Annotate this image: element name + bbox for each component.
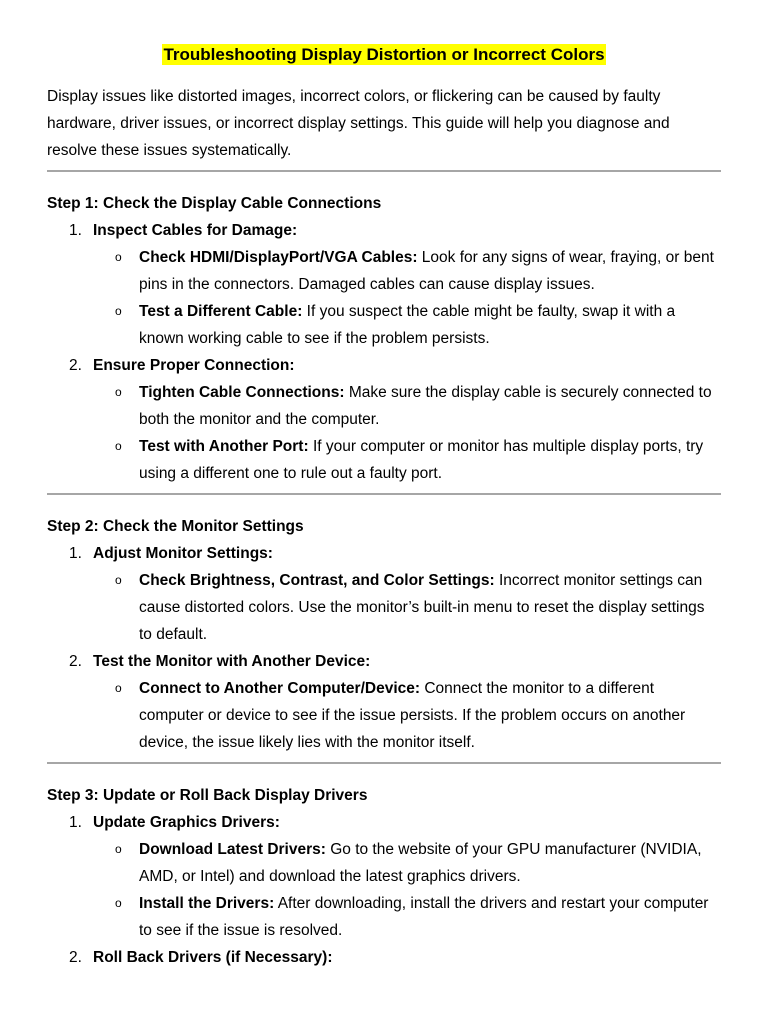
bullet-marker: o bbox=[115, 304, 122, 318]
bullet-label: Test a Different Cable: bbox=[139, 303, 303, 320]
substep-item bbox=[47, 648, 721, 756]
step-heading: Step 1: Check the Display Cable Connections bbox=[47, 195, 382, 212]
substep-title: Ensure Proper Connection: bbox=[93, 357, 295, 374]
page-title: Troubleshooting Display Distortion or Incorrect Colors bbox=[163, 45, 605, 64]
substep-title: Roll Back Drivers (if Necessary): bbox=[93, 949, 333, 966]
substep-title: Test the Monitor with Another Device: bbox=[93, 653, 371, 670]
step-section bbox=[47, 782, 721, 971]
bullet-label: Test with Another Port: bbox=[139, 438, 309, 455]
substep-number: 2. bbox=[69, 949, 82, 966]
substep-item bbox=[47, 352, 721, 487]
bullet-text: Connect the monitor to a different computer or device to see if the issue persists. If the problem occurs on another device, the issue likely lies with the monitor itself. bbox=[139, 680, 686, 751]
bullet-text: Look for any signs of wear, fraying, or bent pins in the connectors. Damaged cables can cause display issues. bbox=[139, 249, 714, 293]
bullet-label: Install the Drivers: bbox=[139, 895, 275, 912]
substep-number: 1. bbox=[69, 545, 82, 562]
bullet-label: Download Latest Drivers: bbox=[139, 841, 326, 858]
step-section bbox=[47, 190, 721, 487]
bullet-label: Check HDMI/DisplayPort/VGA Cables: bbox=[139, 249, 418, 266]
section-divider bbox=[47, 493, 721, 495]
bullet-item bbox=[93, 379, 721, 433]
step-section bbox=[47, 513, 721, 756]
substep-item bbox=[47, 540, 721, 648]
substep-number: 1. bbox=[69, 814, 82, 831]
substep-title: Inspect Cables for Damage: bbox=[93, 222, 298, 239]
substep-title: Adjust Monitor Settings: bbox=[93, 545, 273, 562]
substep-item bbox=[47, 944, 721, 971]
bullet-item bbox=[93, 244, 721, 298]
bullet-list bbox=[93, 379, 721, 487]
bullet-text: After downloading, install the drivers and restart your computer to see if the issue is resolved. bbox=[139, 895, 709, 939]
bullet-marker: o bbox=[115, 250, 122, 264]
bullet-text: Incorrect monitor settings can cause distorted colors. Use the monitor’s built-in menu to reset the display settings to default. bbox=[139, 572, 705, 643]
bullet-item bbox=[93, 433, 721, 487]
bullet-list bbox=[93, 244, 721, 352]
bullet-list bbox=[93, 836, 721, 944]
title-block bbox=[47, 42, 721, 69]
step-substeps bbox=[47, 217, 721, 487]
bullet-marker: o bbox=[115, 573, 122, 587]
bullet-item bbox=[93, 567, 721, 648]
bullet-text: Make sure the display cable is securely connected to both the monitor and the computer. bbox=[139, 384, 712, 428]
step-heading: Step 3: Update or Roll Back Display Drivers bbox=[47, 787, 368, 804]
substep-title: Update Graphics Drivers: bbox=[93, 814, 280, 831]
substep-item bbox=[47, 809, 721, 944]
bullet-item bbox=[93, 298, 721, 352]
bullet-label: Check Brightness, Contrast, and Color Settings: bbox=[139, 572, 495, 589]
section-divider bbox=[47, 762, 721, 764]
intro-paragraph: Display issues like distorted images, incorrect colors, or flickering can be caused by faulty hardware, driver issues, or incorrect display settings. This guide will help you diagnose and resolve these issues systematically. bbox=[47, 88, 670, 159]
substep-item bbox=[47, 217, 721, 352]
bullet-item bbox=[93, 890, 721, 944]
step-substeps bbox=[47, 809, 721, 971]
bullet-marker: o bbox=[115, 842, 122, 856]
bullet-label: Tighten Cable Connections: bbox=[139, 384, 345, 401]
steps-container bbox=[47, 190, 721, 971]
bullet-list bbox=[93, 567, 721, 648]
bullet-text: If your computer or monitor has multiple display ports, try using a different one to rule out a faulty port. bbox=[139, 438, 704, 482]
bullet-marker: o bbox=[115, 896, 122, 910]
bullet-text: If you suspect the cable might be faulty, swap it with a known working cable to see if the problem persists. bbox=[139, 303, 676, 347]
bullet-item bbox=[93, 675, 721, 756]
step-heading: Step 2: Check the Monitor Settings bbox=[47, 518, 304, 535]
substep-number: 2. bbox=[69, 357, 82, 374]
bullet-label: Connect to Another Computer/Device: bbox=[139, 680, 421, 697]
section-divider bbox=[47, 170, 721, 172]
substep-number: 1. bbox=[69, 222, 82, 239]
bullet-text: Go to the website of your GPU manufacturer (NVIDIA, AMD, or Intel) and download the latest graphics drivers. bbox=[139, 841, 702, 885]
bullet-marker: o bbox=[115, 681, 122, 695]
bullet-list bbox=[93, 675, 721, 756]
step-substeps bbox=[47, 540, 721, 756]
substep-number: 2. bbox=[69, 653, 82, 670]
bullet-marker: o bbox=[115, 385, 122, 399]
bullet-item bbox=[93, 836, 721, 890]
bullet-marker: o bbox=[115, 439, 122, 453]
